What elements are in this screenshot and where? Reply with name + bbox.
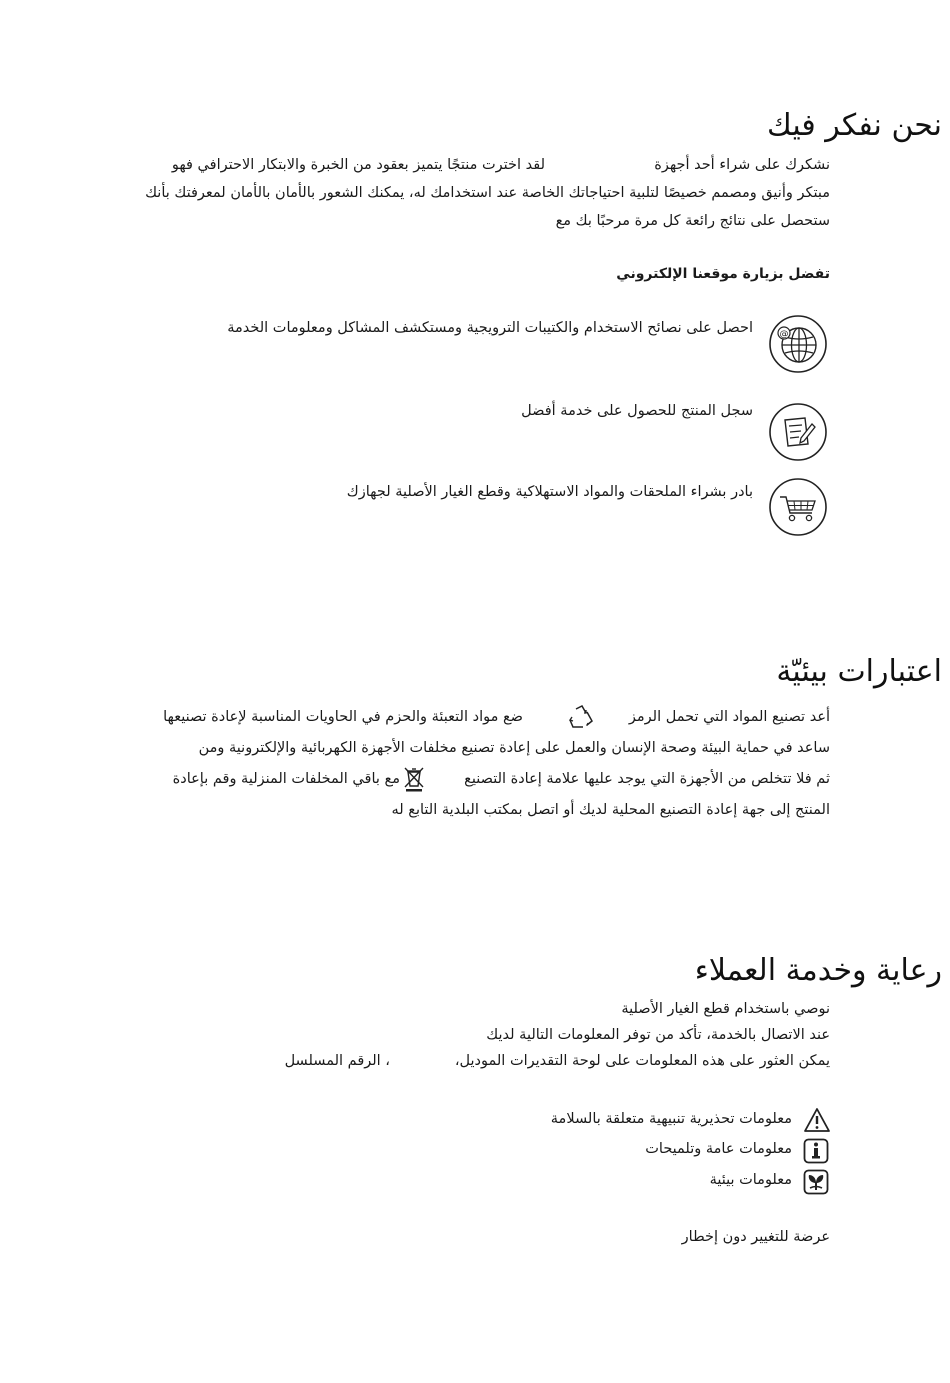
care-line-2: عند الاتصال بالخدمة، تأكد من توفر المعلومات التالية لديك bbox=[486, 1027, 830, 1043]
recycle-icon bbox=[567, 704, 597, 732]
env-line-2: ساعد في حماية البيئة وصحة الإنسان والعمل على إعادة تصنيع مخلفات الأجهزة الكهربائية والإلكترونية ومن bbox=[198, 740, 830, 756]
intro-line-1b: لقد اخترت منتجًا يتميز بعقود من الخبرة والابتكار الاحترافي فهو bbox=[171, 157, 545, 173]
info-icon bbox=[803, 1138, 829, 1164]
item-accessories-text: بادر بشراء الملحقات والمواد الاستهلاكية وقطع الغيار الأصلية لجهازك bbox=[346, 484, 753, 500]
item-usage-tips-text: احصل على نصائح الاستخدام والكتيبات الترويجية ومستكشف المشاكل ومعلومات الخدمة bbox=[227, 320, 753, 336]
serial-number-label: ، الرقم المسلسل bbox=[284, 1053, 390, 1069]
legend-warning-text: معلومات تحذيرية تنبيهية متعلقة بالسلامة bbox=[550, 1111, 792, 1127]
care-line-3: يمكن العثور على هذه المعلومات على لوحة التقديرات الموديل، bbox=[454, 1053, 830, 1069]
register-document-icon bbox=[768, 402, 828, 462]
crossed-bin-icon bbox=[403, 766, 425, 792]
intro-line-1a: نشكرك على شراء أحد أجهزة bbox=[654, 157, 830, 173]
svg-text:@: @ bbox=[779, 329, 789, 340]
intro-line-2: مبتكر وأنيق ومصمم خصيصًا لتلبية احتياجاتك الخاصة عند استخدامك له، يمكنك الشعور بالأمان بالأمان لمعرفتك بأنك bbox=[145, 185, 830, 201]
section-title-we-think-of-you: نحن نفكر فيك bbox=[767, 108, 942, 143]
globe-at-icon bbox=[768, 314, 828, 374]
env-line-1b: ضع مواد التعبئة والحزم في الحاويات المناسبة لإعادة تصنيعها bbox=[163, 709, 523, 725]
item-register-text: سجل المنتج للحصول على خدمة أفضل bbox=[521, 403, 753, 419]
section-title-customer-care: رعاية وخدمة العملاء bbox=[694, 953, 942, 988]
env-line-3a: ثم فلا تتخلص من الأجهزة التي يوجد عليها علامة إعادة التصنيع bbox=[464, 771, 830, 787]
visit-website-heading: تفضل بزيارة موقعنا الإلكتروني bbox=[616, 266, 830, 282]
shopping-cart-icon bbox=[768, 477, 828, 537]
section-title-environment: اعتبارات بيئيّة bbox=[776, 654, 942, 689]
legend-info-text: معلومات عامة وتلميحات bbox=[645, 1141, 792, 1157]
env-line-3b: مع باقي المخلفات المنزلية وقم بإعادة bbox=[172, 771, 400, 787]
warning-icon bbox=[803, 1107, 831, 1133]
subject-to-change-notice: عرضة للتغيير دون إخطار bbox=[681, 1229, 830, 1245]
environment-icon bbox=[803, 1169, 829, 1195]
env-line-4: المنتج إلى جهة إعادة التصنيع المحلية لديك أو اتصل بمكتب البلدية التابع له bbox=[391, 802, 830, 818]
env-line-1a: أعد تصنيع المواد التي تحمل الرمز bbox=[628, 709, 830, 725]
intro-line-3: ستحصل على نتائج رائعة كل مرة مرحبًا بك مع bbox=[555, 213, 830, 229]
care-line-1: نوصي باستخدام قطع الغيار الأصلية bbox=[621, 1001, 830, 1017]
legend-environment-text: معلومات بيئية bbox=[709, 1172, 792, 1188]
